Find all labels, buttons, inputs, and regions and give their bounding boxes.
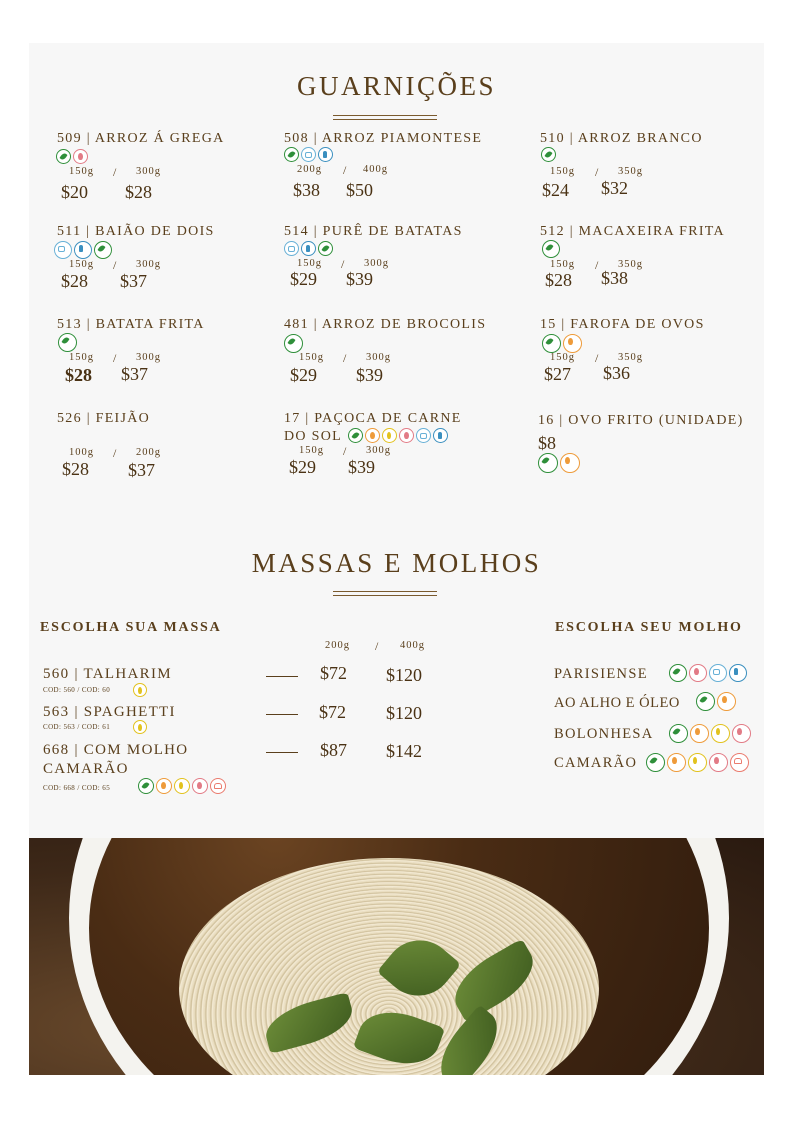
cow-icon <box>416 428 431 443</box>
drop-icon <box>689 664 707 682</box>
slash: / <box>113 351 117 365</box>
cow-icon <box>301 147 316 162</box>
weight-small: 200g <box>325 640 350 651</box>
item-name: 17 | PAÇOCA DE CARNE <box>284 411 462 426</box>
price-large: $37 <box>121 364 148 384</box>
slash: / <box>595 165 599 179</box>
egg-icon <box>667 753 686 772</box>
pasta-name: 560 | TALHARIM <box>43 666 172 682</box>
sauce-name: AO ALHO E ÓLEO <box>554 695 680 711</box>
item-name: 514 | PURÊ DE BATATAS <box>284 224 463 239</box>
lactose-icon <box>729 664 747 682</box>
item-name: 509 | ARROZ Á GREGA <box>57 131 225 146</box>
item-name: 508 | ARROZ PIAMONTESE <box>284 131 483 146</box>
weight-large: 200g <box>136 447 161 458</box>
item-name: 15 | FAROFA DE OVOS <box>540 317 705 332</box>
pasta-name: 563 | SPAGHETTI <box>43 704 176 720</box>
weight-large: 350g <box>618 166 643 177</box>
cow-icon <box>284 241 299 256</box>
allergen-icons <box>54 241 112 259</box>
allergen-icons <box>538 453 580 473</box>
price-large: $39 <box>348 457 375 477</box>
egg-icon <box>365 428 380 443</box>
weight-small: 150g <box>297 258 322 269</box>
crab-icon <box>210 778 226 794</box>
price-large: $32 <box>601 178 628 198</box>
slash: / <box>595 351 599 365</box>
price: $8 <box>538 433 556 453</box>
slash: / <box>375 639 379 653</box>
corn-icon <box>133 683 147 697</box>
pasta-name: 668 | COM MOLHO <box>43 742 189 758</box>
price-small: $38 <box>293 180 320 200</box>
title-divider <box>333 595 437 596</box>
weight-large: 300g <box>364 258 389 269</box>
item-name: 512 | MACAXEIRA FRITA <box>540 224 725 239</box>
veg-icon <box>669 664 687 682</box>
allergen-icons <box>56 149 88 164</box>
item-name: 513 | BATATA FRITA <box>57 317 205 332</box>
price-large: $28 <box>125 182 152 202</box>
veg-icon <box>542 334 561 353</box>
choose-sauce-heading: ESCOLHA SEU MOLHO <box>555 620 743 635</box>
price-small: $27 <box>544 364 571 384</box>
weight-small: 150g <box>299 352 324 363</box>
section-title-massas: MASSAS E MOLHOS <box>251 548 542 578</box>
veg-icon <box>696 692 715 711</box>
slash: / <box>343 351 347 365</box>
price-large: $37 <box>128 460 155 480</box>
menu-panel <box>29 43 764 838</box>
food-photo <box>29 838 764 1075</box>
dash <box>266 752 298 753</box>
allergen-icons <box>138 778 226 794</box>
weight-small: 100g <box>69 447 94 458</box>
cow-icon <box>709 664 727 682</box>
veg-icon <box>284 147 299 162</box>
item-name: 510 | ARROZ BRANCO <box>540 131 703 146</box>
allergen-icons <box>348 428 448 443</box>
price-small: $28 <box>545 270 572 290</box>
weight-large: 300g <box>366 352 391 363</box>
item-name: 16 | OVO FRITO (UNIDADE) <box>538 413 744 428</box>
price-large: $39 <box>346 269 373 289</box>
slash: / <box>113 258 117 272</box>
price-large: $37 <box>120 271 147 291</box>
drop-icon <box>732 724 751 743</box>
weight-small: 150g <box>550 166 575 177</box>
price-large: $39 <box>356 365 383 385</box>
veg-icon <box>318 241 333 256</box>
veg-icon <box>284 334 303 353</box>
weight-small: 150g <box>550 352 575 363</box>
veg-icon <box>669 724 688 743</box>
allergen-icons <box>542 240 560 258</box>
item-name: 481 | ARROZ DE BROCOLIS <box>284 317 487 332</box>
veg-icon <box>541 147 556 162</box>
veg-icon <box>542 240 560 258</box>
lactose-icon <box>318 147 333 162</box>
allergen-icons <box>646 753 749 772</box>
price-large: $38 <box>601 268 628 288</box>
drop-icon <box>709 753 728 772</box>
egg-icon <box>563 334 582 353</box>
corn-icon <box>688 753 707 772</box>
slash: / <box>595 258 599 272</box>
corn-icon <box>711 724 730 743</box>
veg-icon <box>58 333 77 352</box>
lactose-icon <box>74 241 92 259</box>
sauce-name: PARISIENSE <box>554 666 648 682</box>
dash <box>266 714 298 715</box>
choose-pasta-heading: ESCOLHA SUA MASSA <box>40 620 222 635</box>
lactose-icon <box>301 241 316 256</box>
weight-large: 400g <box>363 164 388 175</box>
price-small: $28 <box>62 459 89 479</box>
allergen-icons <box>284 147 333 162</box>
pasta-code: COD: 668 / COD: 65 <box>43 784 111 792</box>
weight-small: 150g <box>299 445 324 456</box>
price-large: $142 <box>386 741 422 761</box>
item-name: 526 | FEIJÃO <box>57 411 151 426</box>
price-small: $20 <box>61 182 88 202</box>
price-small: $72 <box>320 663 347 683</box>
price-small: $29 <box>289 457 316 477</box>
weight-large: 300g <box>136 166 161 177</box>
weight-large: 300g <box>136 352 161 363</box>
price-large: $120 <box>386 665 422 685</box>
egg-icon <box>156 778 172 794</box>
corn-icon <box>382 428 397 443</box>
egg-icon <box>690 724 709 743</box>
weight-large: 350g <box>618 352 643 363</box>
allergen-icons <box>133 720 147 734</box>
allergen-icons <box>669 724 751 743</box>
price-large: $120 <box>386 703 422 723</box>
veg-icon <box>538 453 558 473</box>
price-small: $28 <box>65 365 92 385</box>
allergen-icons <box>541 147 556 162</box>
weight-small: 200g <box>297 164 322 175</box>
price-small: $72 <box>319 702 346 722</box>
slash: / <box>343 444 347 458</box>
price-large: $50 <box>346 180 373 200</box>
title-divider <box>333 115 437 116</box>
allergen-icons <box>542 334 582 353</box>
weight-small: 150g <box>550 259 575 270</box>
pasta-code: COD: 560 / COD: 60 <box>43 686 111 694</box>
dash <box>266 676 298 677</box>
drop-icon <box>399 428 414 443</box>
slash: / <box>341 257 345 271</box>
weight-small: 150g <box>69 259 94 270</box>
sauce-name: BOLONHESA <box>554 726 654 742</box>
cow-icon <box>54 241 72 259</box>
item-name: 511 | BAIÃO DE DOIS <box>57 224 215 239</box>
weight-large: 400g <box>400 640 425 651</box>
pasta-code: COD: 563 / COD: 61 <box>43 723 111 731</box>
veg-icon <box>646 753 665 772</box>
price-small: $29 <box>290 269 317 289</box>
allergen-icons <box>696 692 736 711</box>
allergen-icons <box>284 241 333 256</box>
veg-icon <box>348 428 363 443</box>
veg-icon <box>56 149 71 164</box>
title-divider <box>333 591 437 592</box>
allergen-icons <box>284 334 303 353</box>
price-small: $28 <box>61 271 88 291</box>
allergen-icons <box>58 333 77 352</box>
slash: / <box>113 165 117 179</box>
weight-large: 350g <box>618 259 643 270</box>
sauce-name: CAMARÃO <box>554 755 638 771</box>
egg-icon <box>717 692 736 711</box>
allergen-icons <box>133 683 147 697</box>
drop-icon <box>73 149 88 164</box>
section-title-guarnicoes: GUARNIÇÕES <box>296 71 496 101</box>
price-small: $87 <box>320 740 347 760</box>
corn-icon <box>174 778 190 794</box>
lactose-icon <box>433 428 448 443</box>
drop-icon <box>192 778 208 794</box>
item-name-cont: DO SOL <box>284 429 342 444</box>
weight-small: 150g <box>69 166 94 177</box>
egg-icon <box>560 453 580 473</box>
veg-icon <box>138 778 154 794</box>
weight-large: 300g <box>136 259 161 270</box>
price-small: $24 <box>542 180 569 200</box>
slash: / <box>113 446 117 460</box>
weight-large: 300g <box>366 445 391 456</box>
title-divider <box>333 119 437 120</box>
price-small: $29 <box>290 365 317 385</box>
corn-icon <box>133 720 147 734</box>
price-large: $36 <box>603 363 630 383</box>
slash: / <box>343 163 347 177</box>
veg-icon <box>94 241 112 259</box>
allergen-icons <box>669 664 747 682</box>
weight-small: 150g <box>69 352 94 363</box>
pasta-name-cont: CAMARÃO <box>43 761 129 777</box>
crab-icon <box>730 753 749 772</box>
